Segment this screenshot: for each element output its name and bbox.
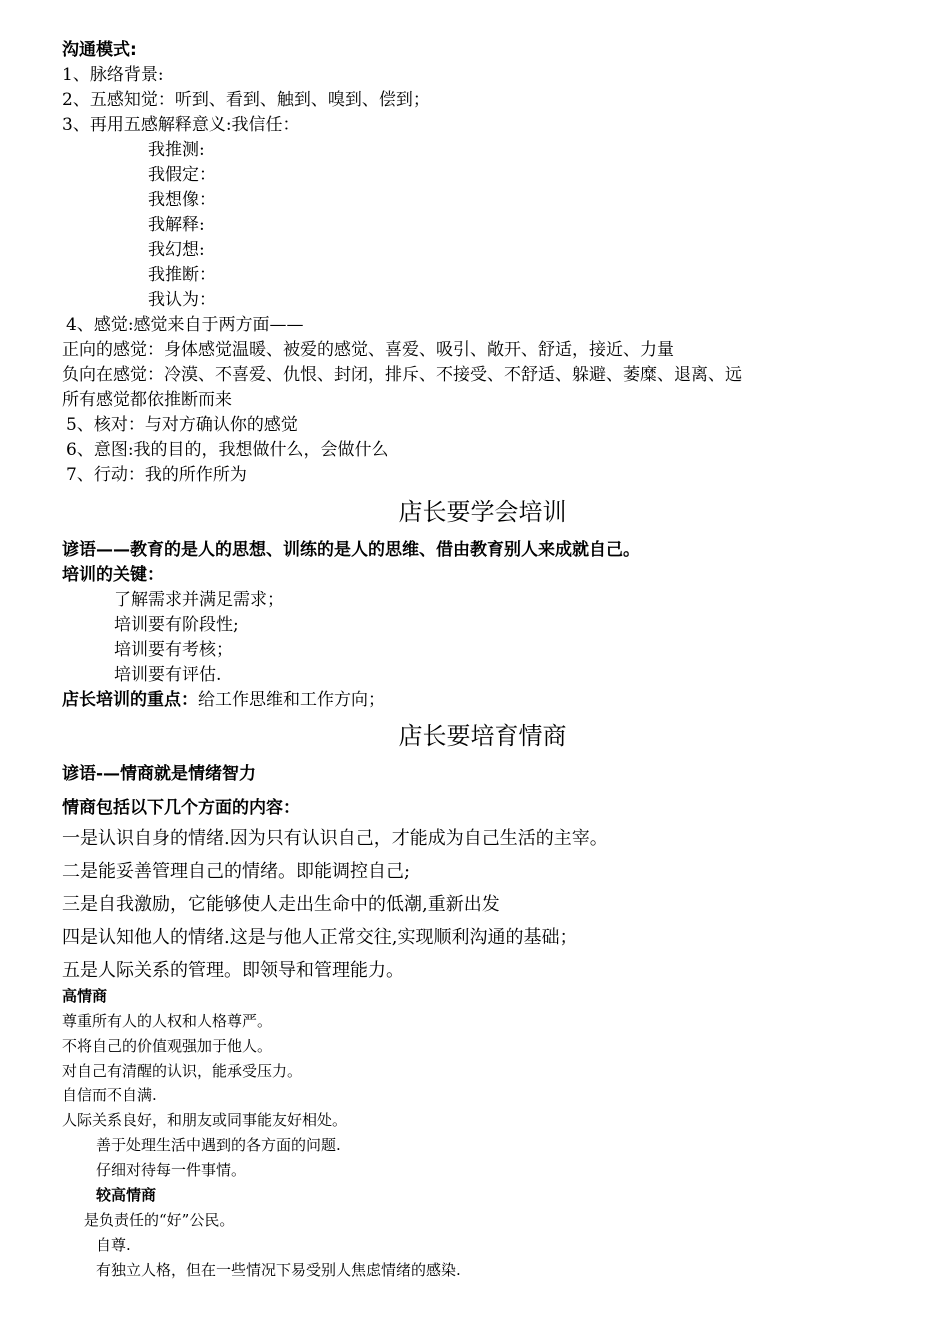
eq-content-title: 情商包括以下几个方面的内容： [62, 798, 300, 818]
list-item: 不将自己的价值观强加于他人。 [62, 1037, 273, 1055]
list-item: 所有感觉都依推断而来 [62, 390, 232, 410]
list-item: 是负责任的“好”公民。 [84, 1211, 235, 1229]
list-item: 负向在感觉：冷漠、不喜爱、仇恨、封闭，排斥、不接受、不舒适、躲避、萎糜、退离、远 [62, 365, 742, 385]
list-item: 一是认识自身的情绪.因为只有认识自己，才能成为自己生活的主宰。 [62, 828, 608, 849]
list-item: 自信而不自满. [62, 1086, 157, 1104]
list-item: 5、核对：与对方确认你的感觉 [66, 415, 298, 435]
list-item: 仔细对待每一件事情。 [96, 1161, 247, 1179]
list-item: 三是自我激励，它能够使人走出生命中的低潮,重新出发 [62, 894, 500, 915]
training-focus-text: 给工作思维和工作方向； [198, 690, 385, 710]
list-item: 1、脉络背景: [62, 65, 164, 85]
list-item: 我认为： [148, 290, 216, 310]
list-item: 我幻想: [148, 240, 205, 260]
list-item: 对自己有清醒的认识，能承受压力。 [62, 1062, 303, 1080]
heading-training: 店长要学会培训 [398, 498, 567, 526]
section-title-communication: 沟通模式: [62, 40, 137, 60]
list-item: 2、五感知觉：听到、看到、触到、嗅到、偿到； [62, 90, 430, 110]
list-item: 二是能妥善管理自己的情绪。即能调控自己; [62, 861, 411, 882]
training-proverb: 谚语——教育的是人的思想、训练的是人的思维、借由教育别人来成就自己。 [62, 540, 640, 560]
training-focus [62, 689, 385, 711]
list-item: 五是人际关系的管理。即领导和管理能力。 [62, 960, 404, 981]
list-item: 善于处理生活中遇到的各方面的问题. [96, 1136, 341, 1154]
list-item: 我推断： [148, 265, 216, 285]
list-item: 培训要有考核； [114, 640, 233, 660]
list-item: 有独立人格，但在一些情况下易受别人焦虑情绪的感染. [96, 1261, 461, 1279]
heading-eq: 店长要培育情商 [398, 722, 567, 750]
training-focus-label: 店长培训的重点： [62, 690, 198, 710]
list-item: 我解释: [148, 215, 205, 235]
list-item: 四是认知他人的情绪.这是与他人正常交往,实现顺利沟通的基础； [62, 927, 578, 948]
eq-proverb: 谚语-—情商就是情绪智力 [62, 764, 257, 784]
list-item: 我想像： [148, 190, 216, 210]
list-item: 7、行动：我的所作所为 [66, 465, 247, 485]
list-item: 培训要有评估. [114, 665, 222, 685]
list-item: 培训要有阶段性; [114, 615, 239, 635]
list-item: 我假定： [148, 165, 216, 185]
list-item: 尊重所有人的人权和人格尊严。 [62, 1012, 273, 1030]
list-item: 了解需求并满足需求； [114, 590, 284, 610]
list-item: 自尊. [96, 1236, 131, 1254]
high-eq-title: 高情商 [62, 987, 108, 1005]
list-item: 3、再用五感解释意义:我信任： [62, 115, 300, 135]
higher-eq-title: 较高情商 [96, 1186, 157, 1204]
list-item: 人际关系良好，和朋友或同事能友好相处。 [62, 1111, 348, 1129]
list-item: 4、感觉:感觉来自于两方面—— [66, 315, 304, 335]
list-item: 6、意图:我的目的，我想做什么，会做什么 [66, 440, 389, 460]
list-item: 我推测: [148, 140, 205, 160]
list-item: 正向的感觉：身体感觉温暖、被爱的感觉、喜爱、吸引、敞开、舒适，接近、力量 [62, 340, 674, 360]
training-key-title: 培训的关键： [62, 565, 164, 585]
